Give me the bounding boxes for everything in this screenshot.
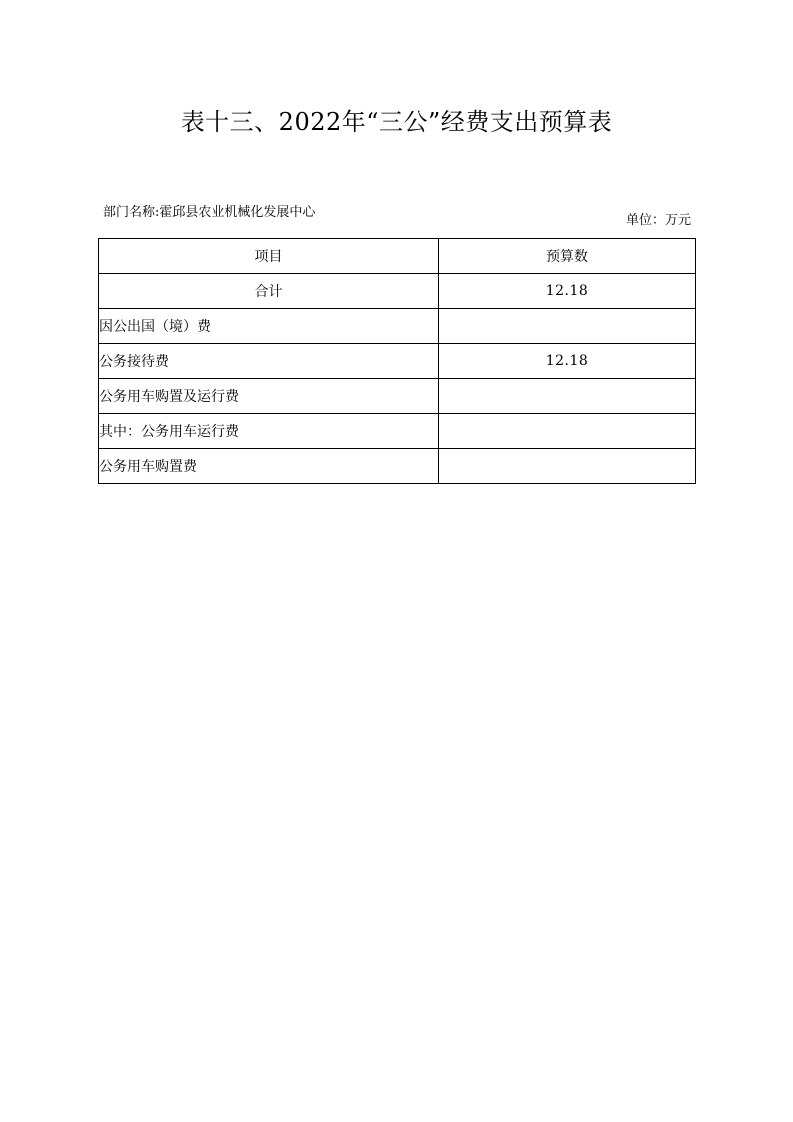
row-label: 公务接待费 [99, 344, 439, 379]
row-value [439, 379, 696, 414]
row-label: 公务用车购置费 [99, 449, 439, 484]
row-value [439, 414, 696, 449]
department-name: 部门名称:霍邱县农业机械化发展中心 [103, 205, 316, 220]
table-row [99, 344, 696, 379]
table-row [99, 449, 696, 484]
row-value [439, 309, 696, 344]
unit-label: 单位：万元 [626, 213, 692, 228]
row-value [439, 449, 696, 484]
table-row [99, 309, 696, 344]
page-title: 表十三、2022年“三公”经费支出预算表 [180, 108, 613, 136]
row-label: 其中：公务用车运行费 [99, 414, 439, 449]
budget-table [98, 238, 696, 484]
column-header-budget: 预算数 [439, 239, 696, 274]
column-header-item: 项目 [99, 239, 439, 274]
table-row [99, 414, 696, 449]
row-value: 12.18 [439, 344, 696, 379]
table-header-row [99, 239, 696, 274]
row-value: 12.18 [439, 274, 696, 309]
row-label: 因公出国（境）费 [99, 309, 439, 344]
table-row [99, 379, 696, 414]
row-label: 合计 [99, 274, 439, 309]
row-label: 公务用车购置及运行费 [99, 379, 439, 414]
table-row-total [99, 274, 696, 309]
